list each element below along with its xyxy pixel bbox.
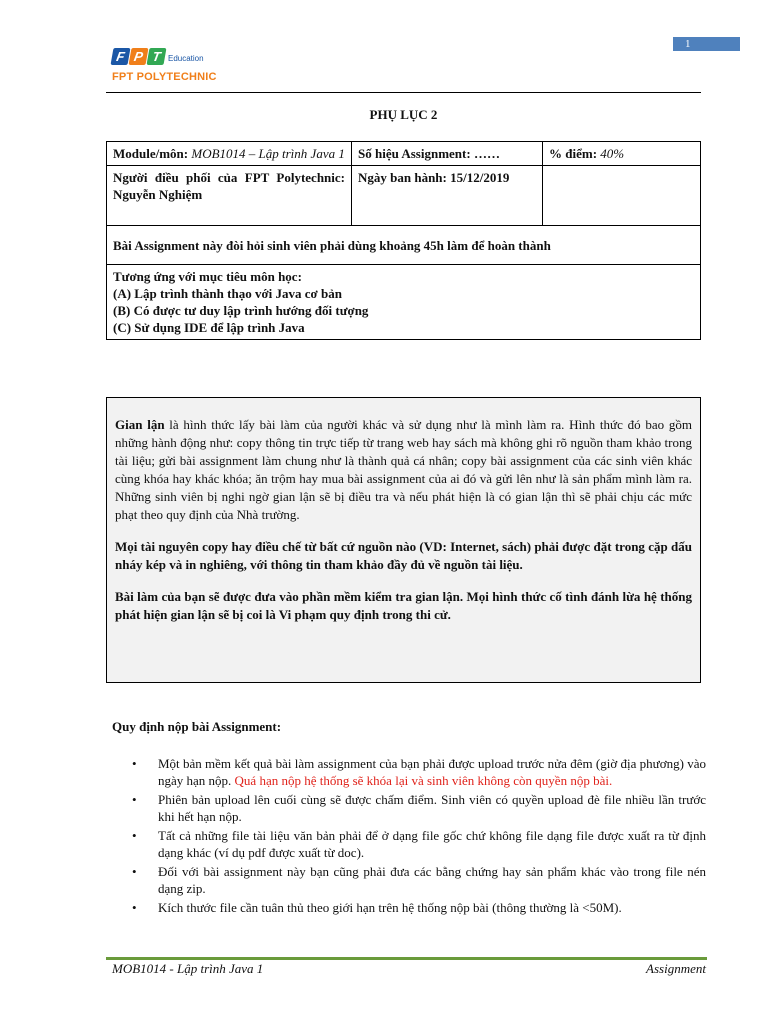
table-row bbox=[107, 226, 701, 265]
objectives-title: Tương ứng với mục tiêu môn học: bbox=[113, 269, 302, 284]
assignment-number-cell bbox=[352, 142, 543, 166]
rule-text: Đối với bài assignment này bạn cũng phải đưa các bằng chứng hay sản phẩm khác vào trong file nén dạng zip. bbox=[158, 864, 706, 896]
footer-label: Assignment bbox=[646, 961, 706, 976]
logo-letter-f: F bbox=[111, 48, 131, 65]
notice-paragraph-2: Mọi tài nguyên copy hay điều chế từ bất cứ nguồn nào (VD: Internet, sách) phải được đặt trong cặp dấu nháy kép và in nghiêng, với thông tin tham khảo đầy đủ về nguồn tài liệu. bbox=[115, 539, 692, 572]
rule-text: Tất cả những file tài liệu văn bản phải để ở dạng file gốc chứ không file dạng file được xuất ra từ định dạng khác (ví dụ pdf được xuất từ doc). bbox=[158, 828, 706, 860]
bullet-icon: • bbox=[132, 900, 137, 915]
module-value: MOB1014 – Lập trình Java 1 bbox=[191, 146, 345, 161]
fpt-logo bbox=[112, 48, 217, 83]
coordinator-cell bbox=[107, 166, 352, 226]
notice-paragraph-3: Bài làm của bạn sẽ được đưa vào phần mềm kiểm tra gian lận. Mọi hình thức cố tình đánh lừa hệ thống phát hiện gian lận sẽ bị coi là Vi phạm quy định trong thi cử. bbox=[115, 589, 692, 622]
issue-date-cell bbox=[352, 166, 543, 226]
bullet-icon: • bbox=[132, 792, 137, 807]
notice-keyword: Gian lận bbox=[115, 417, 165, 432]
bullet-icon: • bbox=[132, 828, 137, 843]
list-item bbox=[132, 791, 706, 825]
footer-divider bbox=[106, 957, 707, 960]
logo-letter-p: P bbox=[129, 48, 149, 65]
rule-text: Kích thước file cần tuân thủ theo giới hạn trên hệ thống nộp bài (thông thường là <50M). bbox=[158, 900, 622, 915]
objectives-cell bbox=[107, 265, 701, 340]
score-label: % điểm: bbox=[549, 146, 598, 161]
list-item bbox=[132, 755, 706, 789]
table-row bbox=[107, 265, 701, 340]
bullet-icon: • bbox=[132, 864, 137, 879]
table-row bbox=[107, 142, 701, 166]
logo-letter-t: T bbox=[147, 48, 167, 65]
assignment-info-table bbox=[106, 141, 701, 340]
issue-date: Ngày ban hành: 15/12/2019 bbox=[358, 170, 510, 185]
footer-course: MOB1014 - Lập trình Java 1 bbox=[112, 961, 264, 976]
list-item bbox=[132, 863, 706, 897]
list-item bbox=[132, 827, 706, 861]
logo-polytechnic: FPT POLYTECHNIC bbox=[112, 71, 217, 83]
duration-cell bbox=[107, 226, 701, 265]
rule-text: Phiên bản upload lên cuối cùng sẽ được chấm điểm. Sinh viên có quyền upload đè file nhiều lần trước khi hết hạn nộp. bbox=[158, 792, 706, 824]
submission-rules-title: Quy định nộp bài Assignment: bbox=[112, 719, 282, 734]
page-number-badge: 1 bbox=[673, 37, 740, 51]
coordinator-text: Người điều phối của FPT Polytechnic: Nguyễn Nghiệm bbox=[113, 170, 345, 202]
logo-education: Education bbox=[168, 54, 204, 63]
objective-item: (C) Sử dụng IDE để lập trình Java bbox=[113, 320, 305, 335]
score-cell bbox=[543, 142, 701, 166]
table-row bbox=[107, 166, 701, 226]
rule-warning-text: Quá hạn nộp hệ thống sẽ khóa lại và sinh viên không còn quyền nộp bài. bbox=[234, 773, 613, 788]
empty-cell bbox=[543, 166, 701, 226]
notice-text: là hình thức lấy bài làm của người khác và sử dụng như là mình làm ra. Hình thức đó bao gồm những hành động như: copy thông tin trực tiếp từ trang web hay sách mà không ghi rõ nguồn tham khảo trong tài liệu; gửi bài assignment làm chung như là thành quả cá nhân; copy bài assignment của các sinh viên khác cùng khóa hay khác khóa; ăn trộm hay mua bài assignment của ai đó và gửi lên như là sản phẩm mình làm ra. Những sinh viên bị nghi ngờ gian lận sẽ bị điều tra và nếu phát hiện là có gian lận thì sẽ phải chịu các mức phạt theo quy định của Nhà trường. bbox=[115, 417, 692, 522]
duration-text: Bài Assignment này đòi hỏi sinh viên phải dùng khoảng 45h làm để hoàn thành bbox=[113, 237, 551, 253]
plagiarism-notice-box bbox=[106, 397, 701, 683]
assignment-number-label: Số hiệu Assignment: …… bbox=[358, 146, 500, 161]
submission-rules-list bbox=[132, 755, 706, 918]
fpt-letters bbox=[112, 48, 165, 65]
objective-item: (A) Lập trình thành thạo với Java cơ bản bbox=[113, 286, 342, 301]
list-item bbox=[132, 899, 706, 916]
module-label: Module/môn: bbox=[113, 146, 189, 161]
header-divider bbox=[106, 92, 701, 93]
rule-text: Một bản mềm kết quả bài làm assignment của bạn phải được upload trước nửa đêm (giờ địa phương) vào ngày hạn nộp. bbox=[158, 756, 706, 788]
notice-paragraph-1 bbox=[115, 416, 692, 524]
objective-item: (B) Có được tư duy lập trình hướng đối tượng bbox=[113, 303, 369, 318]
bullet-icon: • bbox=[132, 756, 137, 771]
score-value: 40% bbox=[600, 146, 625, 161]
page-title: PHỤ LỤC 2 bbox=[369, 107, 438, 122]
module-cell bbox=[107, 142, 352, 166]
